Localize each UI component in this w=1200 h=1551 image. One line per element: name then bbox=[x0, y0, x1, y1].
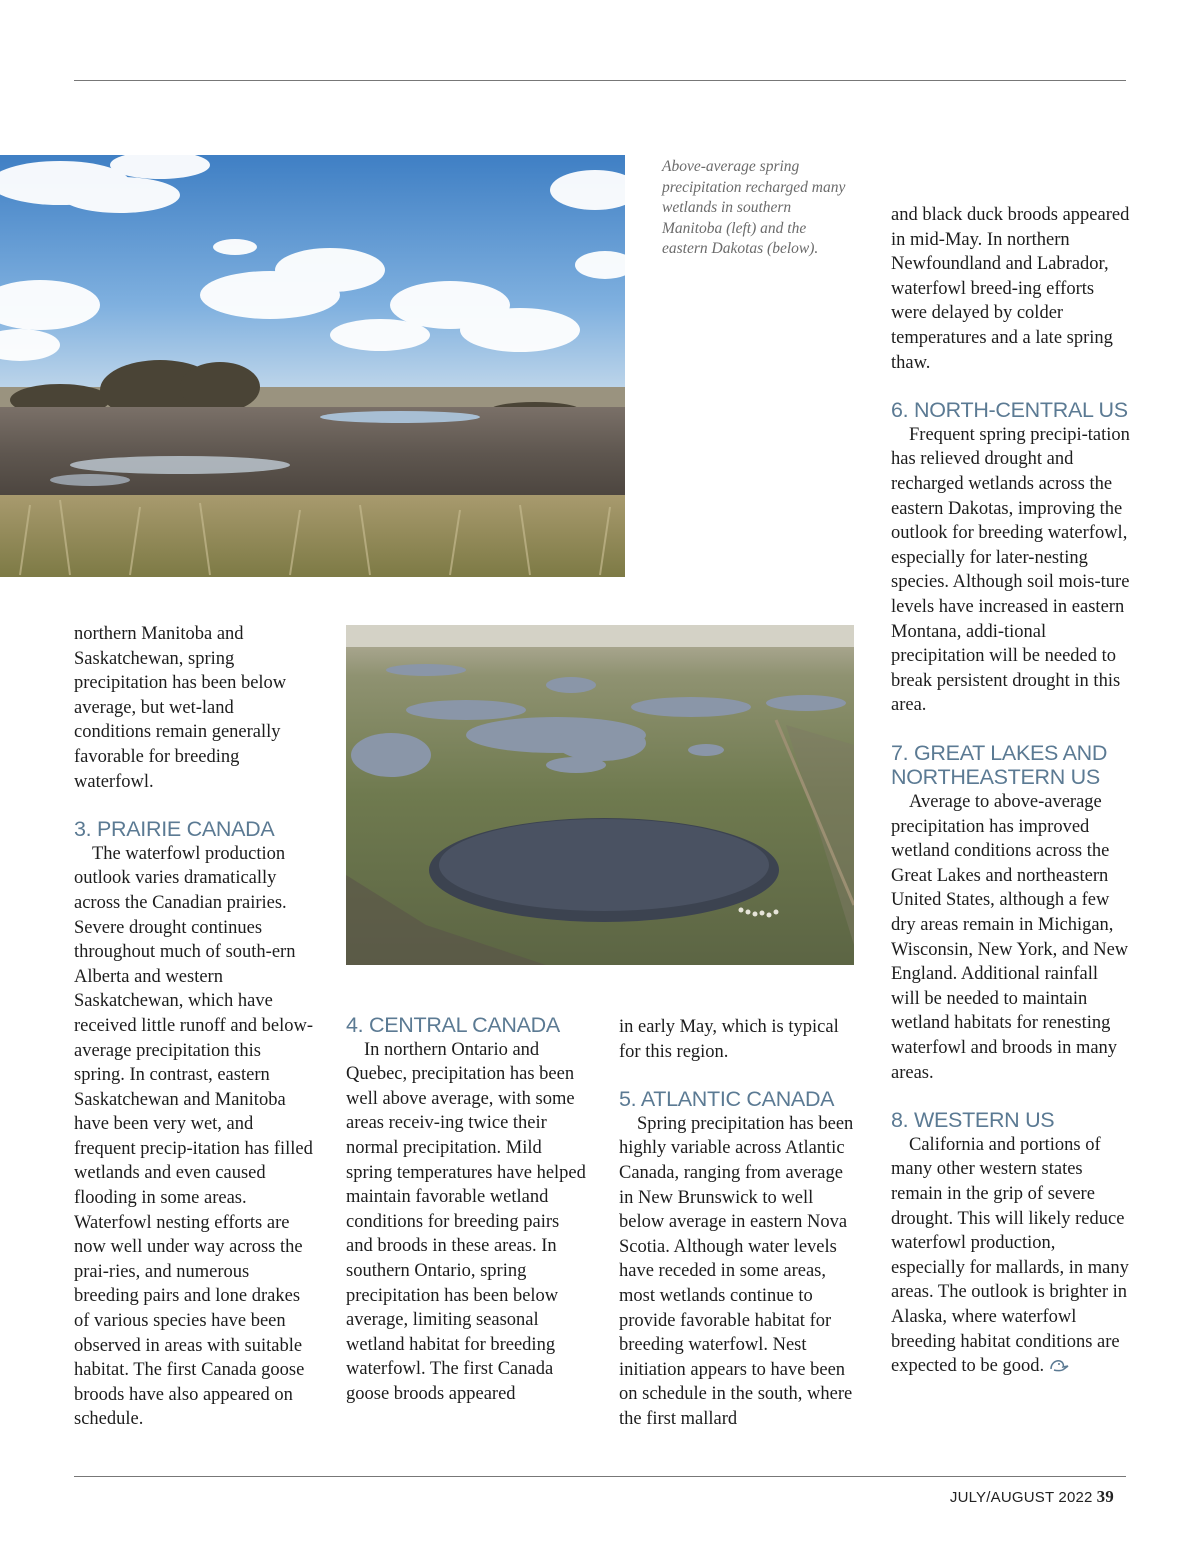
column-1 bbox=[74, 622, 314, 1432]
manitoba-wetland-photo bbox=[0, 155, 625, 577]
top-rule bbox=[74, 80, 1126, 81]
section-7-body: Average to above-average precipitation has improved wetland conditions across the Great Lakes and northeastern United States, although a few dry areas remain in Michigan, Wisconsin, New York, and New England. Additional rainfall will be needed to maintain wetland habitats for renesting waterfowl and broods in many areas. bbox=[891, 792, 1129, 1083]
photo-caption: Above-average spring precipitation recharged many wetlands in southern Manitoba (left) and the eastern Dakotas (below). bbox=[662, 158, 846, 257]
column-3 bbox=[619, 1015, 859, 1432]
section-6-heading: 6. NORTH-CENTRAL US bbox=[891, 398, 1128, 423]
section-8-paragraph bbox=[891, 1133, 1131, 1379]
col4-continuation: and black duck broods appeared in mid-May. In northern Newfoundland and Labrador, waterfowl breed-ing efforts were delayed by colder temperatures and a late spring thaw. bbox=[891, 205, 1130, 373]
col1-intro: northern Manitoba and Saskatchewan, spring precipitation has been below average, but wet-land conditions remain generally favorable for breeding waterfowl. bbox=[74, 624, 287, 792]
dakotas-aerial-photo bbox=[346, 625, 854, 965]
section-5-heading: 5. ATLANTIC CANADA bbox=[619, 1087, 835, 1112]
column-2 bbox=[346, 1013, 586, 1407]
section-5-body: Spring precipitation has been highly variable across Atlantic Canada, ranging from average in New Brunswick to well below average in eastern Nova Scotia. Although water levels have receded in some areas, most wetlands continue to provide favorable habitat for breeding waterfowl. Nest initiation appears to have been on schedule in the south, where the first mallard bbox=[619, 1113, 854, 1429]
section-3-heading: 3. PRAIRIE CANADA bbox=[74, 817, 275, 842]
section-8-body: California and portions of many other western states remain in the grip of severe drought. This will likely reduce waterfowl production, especially for mallards, in many areas. The outlook is brighter in Alaska, where waterfowl breeding habitat conditions are expected to be good. bbox=[891, 1134, 1129, 1377]
page-number: 39 bbox=[1096, 1487, 1114, 1506]
section-6-body: Frequent spring precipi-tation has relieved drought and recharged wetlands across the eastern Dakotas, improving the outlook for breeding waterfowl, especially for later-nesting species. Although soil mois-ture levels have increased in eastern Montana, addi-tional precipitation will be needed to break persistent drought in this area. bbox=[891, 424, 1130, 716]
section-3-body: The waterfowl production outlook varies dramatically across the Canadian prairies. Severe drought continues throughout much of south-ern Alberta and western Saskatchewan, which have received little runoff and below-average precipitation this spring. In contrast, eastern Saskatchewan and Manitoba have been very wet, and frequent precip-itation has filled wetlands and even caused flooding in some areas. Waterfowl nesting efforts are now well under way across the prai-ries, and numerous breeding pairs and lone drakes of various species have been observed in areas with suitable habitat. The first Canada goose broods have also appeared on schedule. bbox=[74, 843, 314, 1430]
bottom-rule bbox=[74, 1476, 1126, 1477]
section-8-heading: 8. WESTERN US bbox=[891, 1108, 1055, 1133]
section-4-body: In northern Ontario and Quebec, precipitation has been well above average, with some areas receiv-ing twice their normal precipitation. Mild spring temperatures have helped maintain favorable wetland conditions for breeding pairs and broods in these areas. In southern Ontario, spring precipitation has been below average, limiting seasonal wetland habitat for breeding waterfowl. The first Canada goose broods appeared bbox=[346, 1039, 586, 1404]
duck-head-icon bbox=[1048, 1357, 1070, 1373]
issue-date: JULY/AUGUST 2022 bbox=[949, 1489, 1093, 1506]
column-4 bbox=[891, 203, 1131, 1379]
section-4-heading: 4. CENTRAL CANADA bbox=[346, 1013, 560, 1037]
page-footer bbox=[950, 1487, 1114, 1507]
col3-continuation: in early May, which is typical for this region. bbox=[619, 1017, 839, 1062]
section-7-heading: 7. GREAT LAKES AND NORTHEASTERN US bbox=[891, 740, 1108, 790]
